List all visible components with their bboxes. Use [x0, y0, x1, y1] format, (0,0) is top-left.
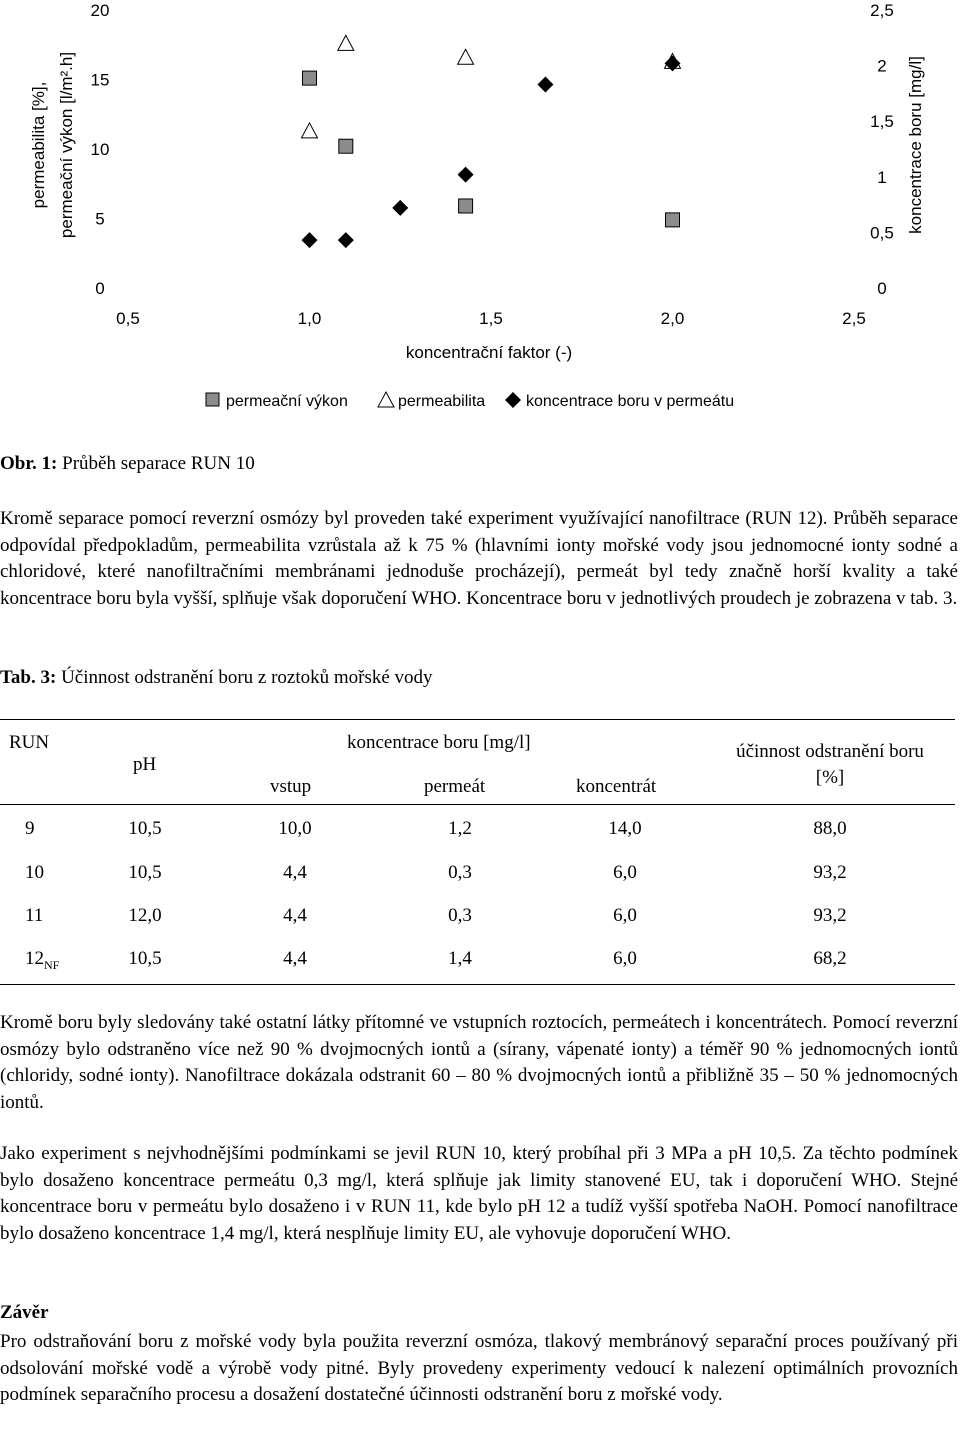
- table-cell-in-value: 4,4: [283, 905, 307, 926]
- table-cell-ph: [100, 818, 190, 840]
- header-ph: pH: [133, 754, 157, 775]
- point-permeacni-vykon: [339, 139, 353, 153]
- legend-label-permeacni-vykon: permeační výkon: [226, 393, 348, 410]
- y-right-axis-title: koncentrace boru [mg/l]: [906, 56, 925, 234]
- table-cell-eff-value: 68,2: [813, 948, 847, 969]
- table-cell-ph-value: 10,5: [128, 948, 162, 969]
- table-cell-run: [25, 948, 59, 973]
- table-cell-konc: [560, 862, 690, 884]
- chart-legend: [206, 392, 734, 410]
- table-cell-eff-value: 93,2: [813, 905, 847, 926]
- paragraph-ostatni-latky: Kromě boru byly sledovány také ostatní látky přítomné ve vstupních roztocích, permeátech i koncentrátech. Pomocí reverzní osmózy bylo odstraněno více než 90 % dvojmocných iontů a (sírany, vápenaté ionty) a téměř 90 % jednomocných iontů (chloridy, sodné ionty). Nanofiltrace dokázala odstranit 60 – 80 % dvojmocných iontů a přibližně 35 – 50 % jednomocných iontů.: [0, 1012, 958, 1113]
- x-tick-label: 2,5: [842, 309, 866, 328]
- y-right-tick-label: 2,5: [870, 1, 894, 20]
- y-right-tick-label: 1,5: [870, 112, 894, 132]
- table-cell-perm-value: 1,2: [448, 818, 472, 839]
- paragraph-zaver: Pro odstraňování boru z mořské vody byla použita reverzní osmóza, tlakový membránový separační proces používaný při odsolování mořské vodě a výrobě vody pitné. Byly provedeny experimenty vedoucí k nalezení optimálních provozních podmínek separačního procesu a dosažení dostatečné účinnosti odstranění boru z mořské vody.: [0, 1331, 958, 1406]
- table-cell-eff: [760, 905, 900, 927]
- table-cell-konc-value: 6,0: [613, 905, 637, 926]
- x-axis-title: koncentrační faktor (-): [405, 343, 573, 362]
- table-cell-in: [245, 948, 345, 970]
- legend-square-icon: [206, 393, 219, 406]
- legend-label-permeabilita: permeabilita: [398, 393, 486, 410]
- table-cell-run-value: 11: [25, 905, 44, 926]
- header-ucinnost-line2: [%]: [815, 767, 845, 788]
- paragraph-experiment: Jako experiment s nejvhodnějšími podmínkami se jevil RUN 10, který probíhal při 3 MPa a pH 10,5. Za těchto podmínek bylo dosaženo koncentrace permeátu 0,3 mg/l, která splňuje jak limity stanovené EU, tak i doporučení WHO. Stejné koncentrace boru v permeátu bylo dosaženo i v RUN 11, kde bylo pH 12 a tudíž vyšší spotřeba NaOH. Pomocí nanofiltrace bylo dosaženo koncentrace 1,4 mg/l, která nesplňuje limity EU, ale vyhovuje doporučení WHO.: [0, 1143, 958, 1244]
- table-cell-eff: [760, 818, 900, 840]
- point-koncentrace-boru: [665, 55, 681, 71]
- table-cell-in: [245, 862, 345, 884]
- table-cell-konc-value: 6,0: [613, 948, 637, 969]
- table-caption-text: Účinnost odstranění boru z roztoků mořské vody: [56, 667, 433, 688]
- table-cell-perm: [410, 862, 510, 884]
- x-tick-label: 1,5: [479, 309, 503, 328]
- y-right-tick-label: 0: [877, 279, 887, 298]
- header-run: RUN: [9, 732, 50, 753]
- table-cell-konc-value: 14,0: [608, 818, 642, 839]
- table-caption-label: Tab. 3:: [0, 667, 57, 688]
- scatter-chart: [0, 0, 960, 420]
- table-cell-in-value: 10,0: [278, 818, 312, 839]
- y-left-tick-label: 15: [90, 70, 110, 90]
- y-right-tick-label: 1: [877, 167, 887, 187]
- legend-diamond-icon: [505, 392, 521, 408]
- figure-caption: [0, 453, 255, 475]
- figure-caption-text: Průběh separace RUN 10: [57, 453, 255, 474]
- chart-marks: [302, 35, 681, 248]
- y-left-axis-title-line1: permeabilita [%],: [29, 81, 48, 209]
- point-koncentrace-boru: [537, 77, 553, 93]
- y-left-axis-title-line2: permeační výkon [l/m².h]: [57, 51, 76, 239]
- table-cell-perm: [410, 818, 510, 840]
- table-cell-perm: [410, 948, 510, 970]
- table-cell-ph-value: 10,5: [128, 818, 162, 839]
- section-heading-zaver: Závěr: [0, 1302, 49, 1323]
- table-rule-bottom: [0, 984, 955, 985]
- point-koncentrace-boru: [392, 200, 408, 216]
- point-permeabilita: [302, 123, 318, 138]
- table-caption: [0, 667, 433, 689]
- point-permeabilita: [338, 35, 354, 50]
- table-cell-konc: [560, 818, 690, 840]
- table-cell-run: [25, 905, 43, 927]
- y-left-tick-label: 10: [90, 140, 110, 159]
- x-tick-label: 0,5: [116, 309, 140, 328]
- x-tick-label: 2,0: [660, 309, 685, 328]
- point-koncentrace-boru: [338, 232, 354, 248]
- table-cell-eff-value: 88,0: [813, 818, 847, 839]
- point-permeacni-vykon: [303, 71, 317, 85]
- table-cell-perm-value: 1,4: [448, 948, 472, 969]
- table-cell-run-value: 10: [25, 862, 44, 883]
- table-cell-konc: [560, 905, 690, 927]
- y-right-tick-labels: [870, 1, 894, 298]
- table-cell-ph: [100, 948, 190, 970]
- table-rule-top: [0, 719, 955, 720]
- legend-triangle-icon: [378, 392, 394, 407]
- table-cell-ph: [100, 905, 190, 927]
- paragraph-nanofiltrace: Kromě separace pomocí reverzní osmózy byl proveden také experiment využívající nanofiltrace (RUN 12). Průběh separace odpovídal předpokladům, permeabilita vzrůstala až k 75 % (hlavními ionty mořské vody jsou jednomocné ionty sodné a chloridové, které nanofiltračními membránami jednoduše procházejí), permeát byl tedy značně horší kvality a také koncentrace boru byla vyšší, splňuje však doporučení WHO. Koncentrace boru v jednotlivých proudech je zobrazena v tab. 3.: [0, 508, 958, 609]
- table-cell-konc: [560, 948, 690, 970]
- table-cell-perm: [410, 905, 510, 927]
- figure-caption-label: Obr. 1:: [0, 453, 58, 474]
- table-cell-run-value: 9: [25, 818, 35, 839]
- legend-label-koncentrace-boru: koncentrace boru v permeátu: [526, 393, 735, 410]
- table-cell-in-value: 4,4: [283, 862, 307, 883]
- table-cell-ph-value: 10,5: [128, 862, 162, 883]
- table-cell-ph: [100, 862, 190, 884]
- y-right-tick-label: 2: [877, 56, 887, 76]
- point-permeacni-vykon: [459, 199, 473, 213]
- table-cell-ph-value: 12,0: [128, 905, 162, 926]
- header-koncentrace-boru: koncentrace boru [mg/l]: [347, 732, 531, 753]
- point-koncentrace-boru: [458, 167, 474, 183]
- table-cell-run: [25, 818, 35, 840]
- header-ucinnost-line1: účinnost odstranění boru: [736, 741, 924, 762]
- y-left-tick-label: 5: [95, 209, 105, 229]
- table-cell-eff: [760, 948, 900, 970]
- point-koncentrace-boru: [302, 232, 318, 248]
- table-cell-run-subscript: NF: [44, 957, 60, 972]
- table-cell-in: [245, 818, 345, 840]
- x-tick-labels: [116, 309, 866, 328]
- table-cell-perm-value: 0,3: [448, 862, 472, 883]
- header-koncentrat: koncentrát: [576, 776, 657, 797]
- header-vstup: vstup: [270, 776, 312, 797]
- y-right-tick-label: 0,5: [870, 223, 894, 243]
- table-cell-run: [25, 862, 44, 884]
- x-tick-label: 1,0: [297, 309, 322, 328]
- table-cell-konc-value: 6,0: [613, 862, 637, 883]
- table-cell-eff: [760, 862, 900, 884]
- table-rule-mid: [0, 804, 955, 805]
- y-left-tick-labels: [91, 1, 110, 298]
- table-cell-eff-value: 93,2: [813, 862, 847, 883]
- y-left-tick-label: 20: [90, 1, 110, 20]
- table-cell-in: [245, 905, 345, 927]
- table-cell-perm-value: 0,3: [448, 905, 472, 926]
- header-permeat: permeát: [424, 776, 486, 797]
- table-cell-run-value: 12: [25, 948, 44, 969]
- point-permeabilita: [458, 49, 474, 64]
- table-cell-in-value: 4,4: [283, 948, 307, 969]
- y-left-tick-label: 0: [95, 279, 105, 298]
- point-permeacni-vykon: [666, 213, 680, 227]
